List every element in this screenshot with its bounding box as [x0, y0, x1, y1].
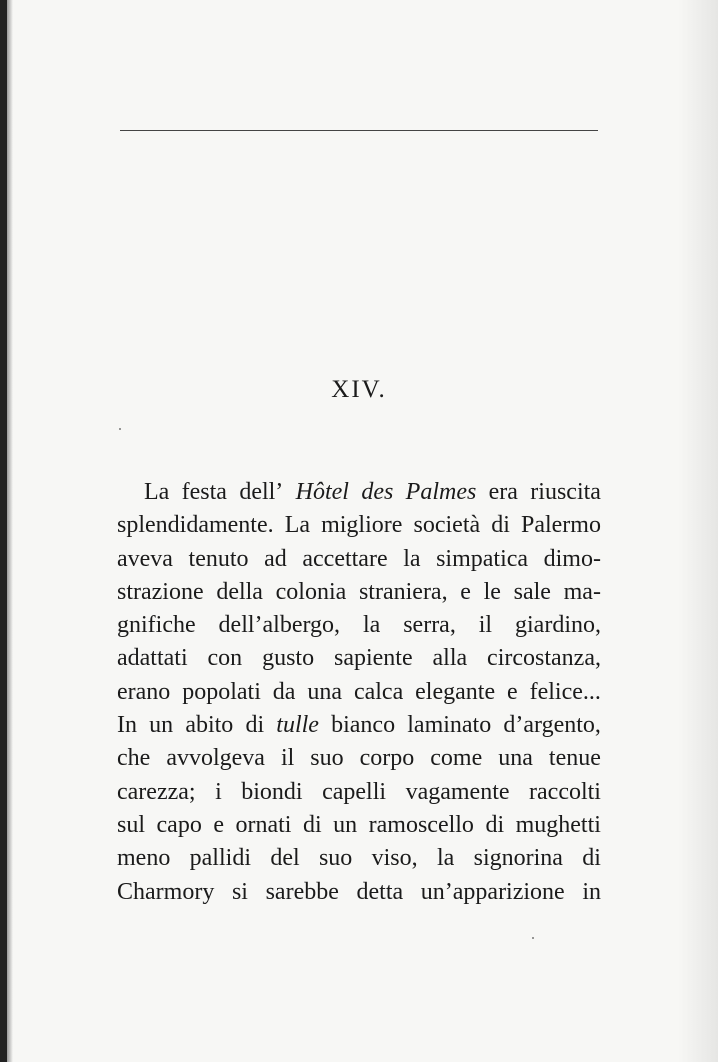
word: ad: [264, 545, 287, 572]
word: sarebbe: [265, 878, 339, 905]
word: da: [272, 678, 296, 705]
paper-speck: [532, 937, 534, 939]
word: dimo-: [543, 545, 601, 572]
word: abito: [185, 712, 234, 739]
word: elegante: [415, 678, 496, 705]
page-binding-edge: [0, 0, 7, 1062]
word: alla: [432, 645, 468, 672]
word: biondi: [241, 778, 303, 805]
word: meno: [117, 845, 171, 872]
word: tenuto: [188, 545, 249, 572]
word: si: [231, 878, 248, 905]
word: corpo: [359, 745, 415, 772]
word: laminato: [407, 712, 492, 739]
word: sapiente: [333, 645, 413, 672]
word: riuscita: [530, 479, 601, 505]
word: ornati: [235, 811, 292, 838]
text-line: [117, 543, 601, 576]
word: migliore: [321, 512, 403, 539]
word: la: [403, 545, 421, 572]
word: gusto: [262, 645, 315, 672]
word: adattati: [117, 645, 188, 672]
word: vagamente: [405, 778, 510, 805]
word: le: [483, 578, 501, 605]
word: il: [478, 612, 493, 639]
word: un’apparizione: [420, 878, 565, 905]
word: d’argento,: [503, 712, 601, 739]
word: dell’albergo,: [218, 612, 341, 639]
word: In: [117, 712, 137, 739]
text-line: [117, 476, 601, 509]
text-line: [117, 642, 601, 675]
italic-word: des: [361, 479, 394, 505]
word: accettare: [302, 545, 388, 572]
word: giardino,: [515, 612, 601, 639]
word: sale: [513, 578, 551, 605]
word: simpatica: [436, 545, 529, 572]
word: era: [488, 479, 518, 505]
word: carezza;: [117, 778, 196, 805]
word: di: [491, 512, 510, 539]
word: viso,: [371, 845, 418, 872]
word: dell’: [239, 479, 284, 505]
word: La: [144, 479, 170, 505]
word: di: [485, 811, 505, 838]
word: colonia: [275, 578, 347, 605]
word: strazione: [117, 578, 204, 605]
word: una: [498, 745, 533, 772]
word: i: [215, 778, 222, 805]
word: del: [270, 845, 300, 872]
word: la: [436, 845, 455, 872]
text-line: [117, 576, 601, 609]
word: detta: [356, 878, 404, 905]
word: ramoscello: [368, 811, 474, 838]
word: felice...: [529, 678, 601, 705]
text-line: [117, 509, 601, 542]
word: di: [302, 811, 322, 838]
word: della: [216, 578, 263, 605]
word: il: [280, 745, 295, 772]
word: come: [430, 745, 483, 772]
word: suo: [310, 745, 344, 772]
word: mughetti: [515, 811, 601, 838]
word: gnifiche: [117, 612, 196, 639]
word: un: [333, 811, 358, 838]
text-line: [117, 709, 601, 742]
word: splendidamente.: [117, 512, 274, 539]
word: signorina: [473, 845, 563, 872]
word: di: [582, 845, 601, 872]
word: raccolti: [529, 778, 601, 805]
word: un: [149, 712, 174, 739]
word: circostanza,: [487, 645, 601, 672]
word: e: [507, 678, 518, 705]
word: capo: [156, 811, 202, 838]
italic-word: Palmes: [405, 479, 477, 505]
word: serra,: [403, 612, 456, 639]
word: Palermo: [520, 512, 601, 539]
word: suo: [318, 845, 353, 872]
text-line: [117, 676, 601, 709]
page-binding-shadow: [7, 0, 13, 1062]
chapter-heading: XIV.: [331, 376, 387, 403]
text-line: [117, 876, 601, 909]
word: e: [213, 811, 224, 838]
word: che: [117, 745, 151, 772]
word: una: [307, 678, 343, 705]
text-line: [117, 776, 601, 809]
word: la: [362, 612, 381, 639]
word: festa: [181, 479, 227, 505]
word: capelli: [322, 778, 387, 805]
word: avvolgeva: [166, 745, 265, 772]
word: aveva: [117, 545, 173, 572]
word: e: [460, 578, 471, 605]
word: popolati: [182, 678, 261, 705]
body-text: [117, 476, 601, 909]
word: società: [413, 512, 481, 539]
word: straniera,: [358, 578, 448, 605]
word: in: [582, 878, 601, 905]
word: bianco: [331, 712, 396, 739]
text-line: [117, 742, 601, 775]
word: La: [284, 512, 311, 539]
italic-word: Hôtel: [295, 479, 349, 505]
word: con: [207, 645, 243, 672]
paper-speck: [119, 428, 121, 430]
text-line: [117, 809, 601, 842]
page-edge-shade: [678, 0, 718, 1062]
text-line: [117, 609, 601, 642]
word: calca: [353, 678, 404, 705]
word: pallidi: [189, 845, 251, 872]
word: di: [245, 712, 265, 739]
header-rule: [120, 130, 598, 131]
word: Charmory: [117, 878, 215, 905]
italic-word: tulle: [276, 712, 319, 739]
word: tenue: [548, 745, 601, 772]
word: erano: [117, 678, 171, 705]
word: ma-: [563, 578, 601, 605]
word: sul: [117, 811, 146, 838]
text-line: [117, 842, 601, 875]
